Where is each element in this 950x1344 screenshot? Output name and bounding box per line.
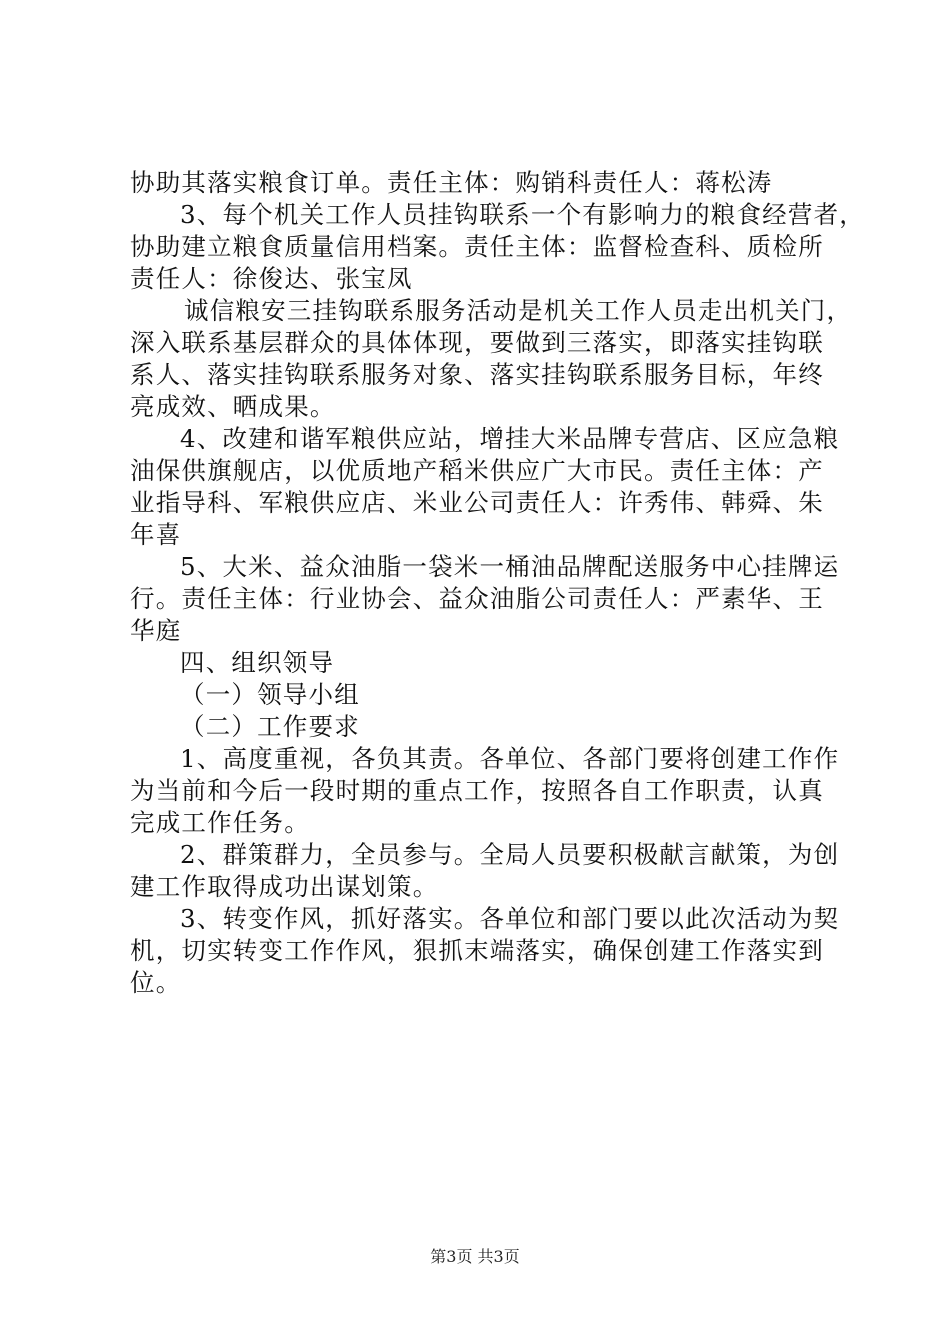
subsection-heading: （一）领导小组 (180, 680, 360, 709)
text-line: 1、高度重视，各负其责。各单位、各部门要将创建工作作 (180, 744, 840, 773)
text-line: 4、改建和谐军粮供应站，增挂大米品牌专营店、区应急粮 (180, 424, 840, 453)
text-line: 诚信粮安三挂钩联系服务活动是机关工作人员走出机关门， (184, 296, 853, 325)
text-line: 行。责任主体：行业协会、益众油脂公司责任人：严素华、王 (130, 584, 824, 613)
text-line: 油保供旗舰店，以优质地产稻米供应广大市民。责任主体：产 (130, 456, 824, 485)
text-line: 年喜 (130, 520, 182, 549)
text-line: 3、每个机关工作人员挂钩联系一个有影响力的粮食经营者， (180, 200, 865, 229)
text-line: 协助建立粮食质量信用档案。责任主体：监督检查科、质检所 (130, 232, 824, 261)
text-line: 2、群策群力，全员参与。全局人员要积极献言献策，为创 (180, 840, 840, 869)
text-line: 系人、落实挂钩联系服务对象、落实挂钩联系服务目标，年终 (130, 360, 824, 389)
text-line: 完成工作任务。 (130, 808, 310, 837)
text-line: 3、转变作风，抓好落实。各单位和部门要以此次活动为契 (180, 904, 840, 933)
text-line: 华庭 (130, 616, 182, 645)
text-line: 5、大米、益众油脂一袋米一桶油品牌配送服务中心挂牌运 (180, 552, 840, 581)
text-line: 协助其落实粮食订单。责任主体：购销科责任人：蒋松涛 (130, 168, 773, 197)
text-line: 位。 (130, 968, 182, 997)
text-line: 机，切实转变工作作风，狠抓末端落实，确保创建工作落实到 (130, 936, 824, 965)
text-line: 亮成效、晒成果。 (130, 392, 336, 421)
text-line: 责任人：徐俊达、张宝凤 (130, 264, 413, 293)
text-line: 为当前和今后一段时期的重点工作，按照各自工作职责，认真 (130, 776, 824, 805)
subsection-heading: （二）工作要求 (180, 712, 360, 741)
text-line: 深入联系基层群众的具体体现，要做到三落实，即落实挂钩联 (130, 328, 824, 357)
text-line: 建工作取得成功出谋划策。 (130, 872, 439, 901)
section-heading: 四、组织领导 (180, 648, 335, 677)
page-number-footer: 第3页 共3页 (430, 1247, 520, 1266)
text-line: 业指导科、军粮供应店、米业公司责任人：许秀伟、韩舜、朱 (130, 488, 824, 517)
